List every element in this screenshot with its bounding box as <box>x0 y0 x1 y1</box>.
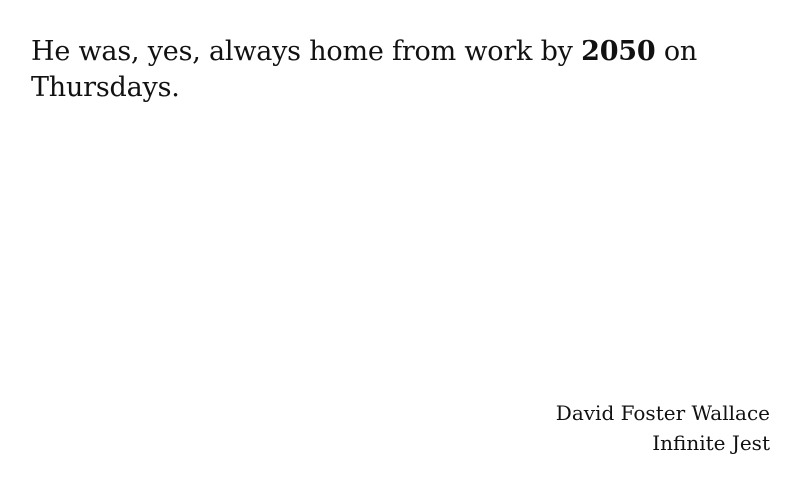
book-title: Infinite Jest <box>652 431 770 455</box>
attribution <box>556 398 770 458</box>
quote-before: He was, yes, always home from work by <box>31 36 582 67</box>
quote-text <box>31 34 771 106</box>
author-name: David Foster Wallace <box>555 401 770 425</box>
quote-time: 2050 <box>581 36 656 67</box>
quote-after: on Thursdays. <box>31 36 698 103</box>
